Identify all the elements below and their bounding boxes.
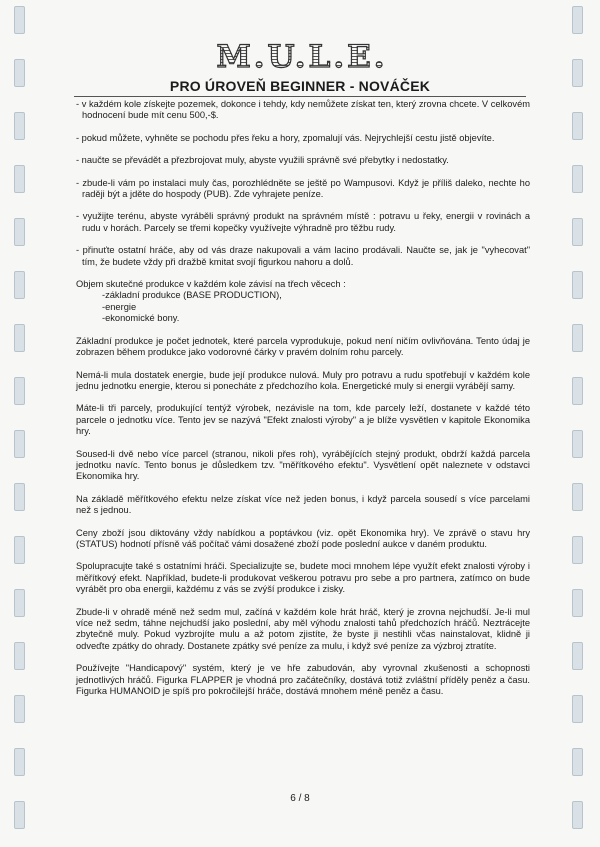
feed-hole [14, 430, 25, 458]
feed-hole [572, 430, 583, 458]
paragraph-turn-order: Zbude-li v ohradě méně než sedm mul, začíná v každém kole hrát hráč, který je zrovna nejchudší. Je-li mul více než sedm, táhne nejchudší jako poslední, aby měl výhodu znalosti tahů předchozích hráčů. Neztrácejte zbytečně muly. Pokud vyzbrojíte mulu a až potom zjistíte, že byste ji nestihli včas nainstalovat, klidně ji odveďte zpátky do ohrady. Dostanete zpátky své peníze za mulu, i když své peníze za výzbroj ztratíte. [76, 606, 530, 651]
production-item: -základní produkce (BASE PRODUCTION), [102, 290, 282, 301]
feed-hole [572, 324, 583, 352]
feed-hole [14, 218, 25, 246]
feed-hole [572, 748, 583, 776]
feed-hole [14, 536, 25, 564]
production-item: -energie [102, 301, 137, 312]
feed-hole [572, 483, 583, 511]
logo-text: M.U.L.E. [216, 39, 388, 75]
feed-hole [572, 377, 583, 405]
paragraph-bonus-limit: Na základě měřítkového efektu nelze získat více než jeden bonus, i když parcela sousedí s více parcelami než s jednou. [76, 493, 530, 516]
feed-hole [572, 165, 583, 193]
tip-2: - pokud můžete, vyhněte se pochodu přes řeku a hory, zpomalují vás. Nejrychlejší cestu jistě objevíte. [76, 132, 495, 143]
paragraph-cooperation: Spolupracujte také s ostatními hráči. Specializujte se, budete moci mnohem lépe využít efekt znalosti výroby i měřítkový efekt. Například, budete-li produkovat veškerou potravu pro sebe a pro partnera, zatímco on bude vyrábět pro oba energii, každému z vás se zvýší produkce i zisky. [76, 561, 530, 595]
feed-hole [572, 589, 583, 617]
production-item: -ekonomické bony. [102, 313, 180, 324]
page-title: PRO ÚROVEŇ BEGINNER - NOVÁČEK [169, 78, 431, 94]
page-content [76, 99, 530, 708]
feed-hole [14, 112, 25, 140]
feed-hole [14, 801, 25, 829]
feed-hole [14, 642, 25, 670]
mule-logo [216, 39, 388, 75]
page-number: 6 / 8 [290, 793, 310, 804]
tip-6: - přinuťte ostatní hráče, aby od vás draze nakupovali a vám lacino prodávali. Naučte se, jak je "vyhecovat" tím, že budete vždy při dražbě kmitat svojí figurkou nahoru a dolů. [76, 245, 530, 267]
feed-hole [14, 6, 25, 34]
feed-hole [572, 112, 583, 140]
feed-hole [14, 483, 25, 511]
paragraph-prices: Ceny zboží jsou diktovány vždy nabídkou a poptávkou (viz. opět Ekonomika hry). Ve zprávě o stavu hry (STATUS) hodnotí přísně váš počítač vámi dosažené zboží pode poslední aukce v daném produktu. [76, 527, 530, 549]
paragraph-learning-effect: Máte-li tři parcely, produkující tentýž výrobek, nezávisle na tom, kde parcely leží, dostanete v každé této parcele o jednotku více. Tento jev se nazývá "Efekt znalosti výroby" a je blíže vysvětlen v kapitole Ekonomika hry. [76, 403, 530, 437]
tip-4: - zbude-li vám po instalaci muly čas, porozhlédněte se ještě po Wampusovi. Když je příliš daleko, nechte ho raději být a jděte do hospody (PUB). Zde vyhrajete peníze. [76, 177, 530, 200]
production-intro: Objem skutečné produkce v každém kole závisí na třech věcech : [76, 279, 346, 290]
feed-hole [572, 536, 583, 564]
paragraph-energy: Nemá-li mula dostatek energie, bude její produkce nulová. Muly pro potravu a rudu spotřebují v každém kole jednu jednotku energie, kterou si ponecháte z předchozího kola. Energetické muly si energii vyrábějí samy. [76, 369, 530, 391]
feed-hole [572, 6, 583, 34]
paragraph-base-production: Základní produkce je počet jednotek, které parcela vyprodukuje, pokud není ničím ovlivňována. Tento údaj je zobrazen během produkce jako vodorovné čárky v pravém dolním rohu parcely. [76, 335, 530, 358]
feed-hole [14, 695, 25, 723]
paragraph-scale-effect: Soused-li dvě nebo více parcel (stranou, nikoli přes roh), vyrábějících stejný produkt, obdrží každá parcela jednotku navíc. Tento bonus je důsledkem tzv. "měřítkového efektu". Vysvětlení opět naleznete v odstavci Ekonomika hry. [76, 448, 530, 482]
feed-hole [572, 695, 583, 723]
feed-hole [572, 271, 583, 299]
tip-3: - naučte se převádět a přezbrojovat muly, abyste využili správně své přebytky i nedostatky. [76, 155, 449, 166]
tractor-feed-left [12, 0, 26, 847]
feed-hole [14, 324, 25, 352]
feed-hole [572, 218, 583, 246]
tractor-feed-right [570, 0, 584, 847]
feed-hole [572, 801, 583, 829]
tip-5: - využijte terénu, abyste vyráběli správný produkt na správném místě : potravu u řeky, energii v rovinách a rudu v horách. Parcely se třemi kopečky využívejte výhradně pro těžbu rudy. [76, 211, 530, 233]
feed-hole [14, 271, 25, 299]
feed-hole [14, 165, 25, 193]
feed-hole [14, 377, 25, 405]
title-underline [74, 96, 526, 97]
production-factors [76, 279, 530, 325]
paragraph-handicap: Používejte "Handicapový" systém, který je ve hře zabudován, aby vyrovnal zkušenosti a schopnosti jednotlivých hráčů. Figurka FLAPPER je vhodná pro začátečníky, dostává totiž zvláštní příděly peněz a času. Figurka HUMANOID je spíš pro pokročilejší hráče, dostává mnohem méně peněz a času. [76, 663, 530, 697]
feed-hole [14, 589, 25, 617]
feed-hole [14, 748, 25, 776]
tip-1: - v každém kole získejte pozemek, dokonce i tehdy, kdy nemůžete získat ten, který zrovna chcete. V celkovém hodnocení bude mít cenu 500,-$. [76, 99, 530, 121]
feed-hole [572, 642, 583, 670]
